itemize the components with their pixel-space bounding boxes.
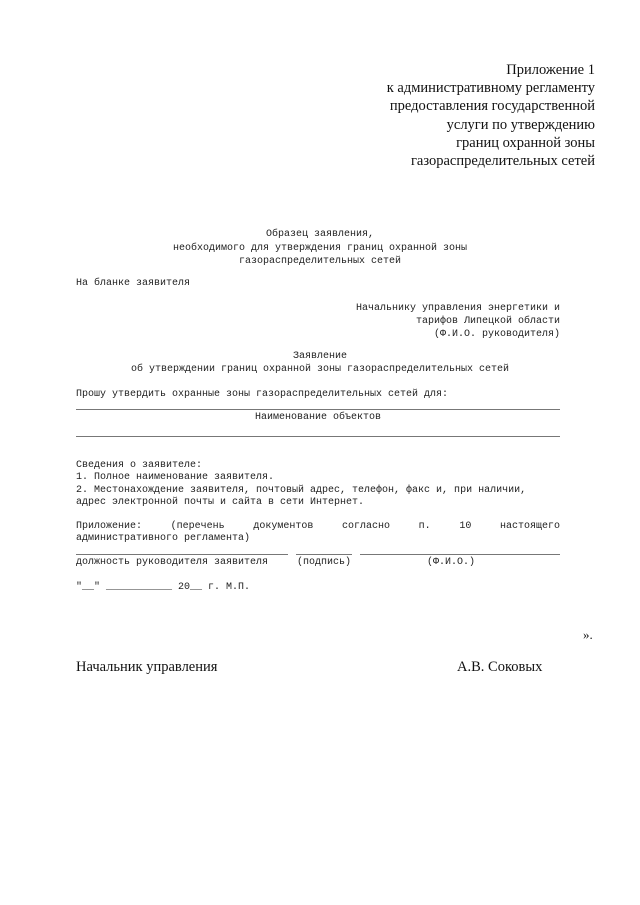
recipient-line: тарифов Липецкой области <box>415 316 560 327</box>
recipient-line: Начальнику управления энергетики и <box>355 303 560 314</box>
position-label: должность руководителя заявителя <box>76 557 269 568</box>
request-text: Прошу утвердить охранные зоны газораспределительных сетей для: <box>76 389 449 400</box>
appendix-header <box>387 61 595 170</box>
application-title-line: об утверждении границ охранной зоны газораспределительных сетей <box>130 364 510 375</box>
appendix-line: газораспределительных сетей <box>410 153 595 170</box>
objects-caption: Наименование объектов <box>254 412 382 423</box>
appendix-line: Приложение 1 <box>506 62 595 78</box>
objects-line-bottom <box>76 436 560 437</box>
appendix-line: услуги по утверждению <box>446 116 595 133</box>
applicant-info <box>76 460 526 509</box>
name-label: (Ф.И.О.) <box>427 557 476 568</box>
applicant-info-heading: Сведения о заявителе: <box>76 460 203 471</box>
applicant-info-item: 1. Полное наименование заявителя. <box>76 472 275 484</box>
date-line: "__" ___________ 20__ г. М.П. <box>76 582 251 593</box>
objects-line-top <box>76 409 560 410</box>
position-line <box>76 554 288 555</box>
attachment-line: административного регламента) <box>76 533 251 544</box>
applicant-info-item: адрес электронной почты и сайта в сети Интернет. <box>76 496 365 508</box>
appendix-line: границ охранной зоны <box>456 134 595 151</box>
recipient-line: (Ф.И.О. руководителя) <box>433 329 560 340</box>
attachment-line: Приложение: (перечень документов согласно п. 10 настоящего <box>76 521 560 532</box>
application-title-line: Заявление <box>292 351 347 362</box>
sample-title <box>0 228 640 269</box>
footer-name: А.В. Соковых <box>457 659 543 675</box>
applicant-info-item: 2. Местонахождение заявителя, почтовый адрес, телефон, факс и, при наличии, <box>76 484 527 496</box>
recipient-block <box>356 302 560 341</box>
closing-mark: ». <box>583 627 593 642</box>
appendix-line: предоставления государственной <box>389 98 595 115</box>
sample-title-line: газораспределительных сетей <box>238 256 402 267</box>
name-line <box>360 554 560 555</box>
appendix-line: к административному регламенту <box>386 80 595 97</box>
sample-title-line: Образец заявления, <box>265 229 375 240</box>
application-title <box>0 350 640 376</box>
signature-line <box>296 554 352 555</box>
sample-title-line: необходимого для утверждения границ охранной зоны <box>172 242 468 254</box>
signature-label: (подпись) <box>297 557 352 568</box>
footer-position: Начальник управления <box>76 659 218 675</box>
letterhead-note: На бланке заявителя <box>76 278 191 289</box>
